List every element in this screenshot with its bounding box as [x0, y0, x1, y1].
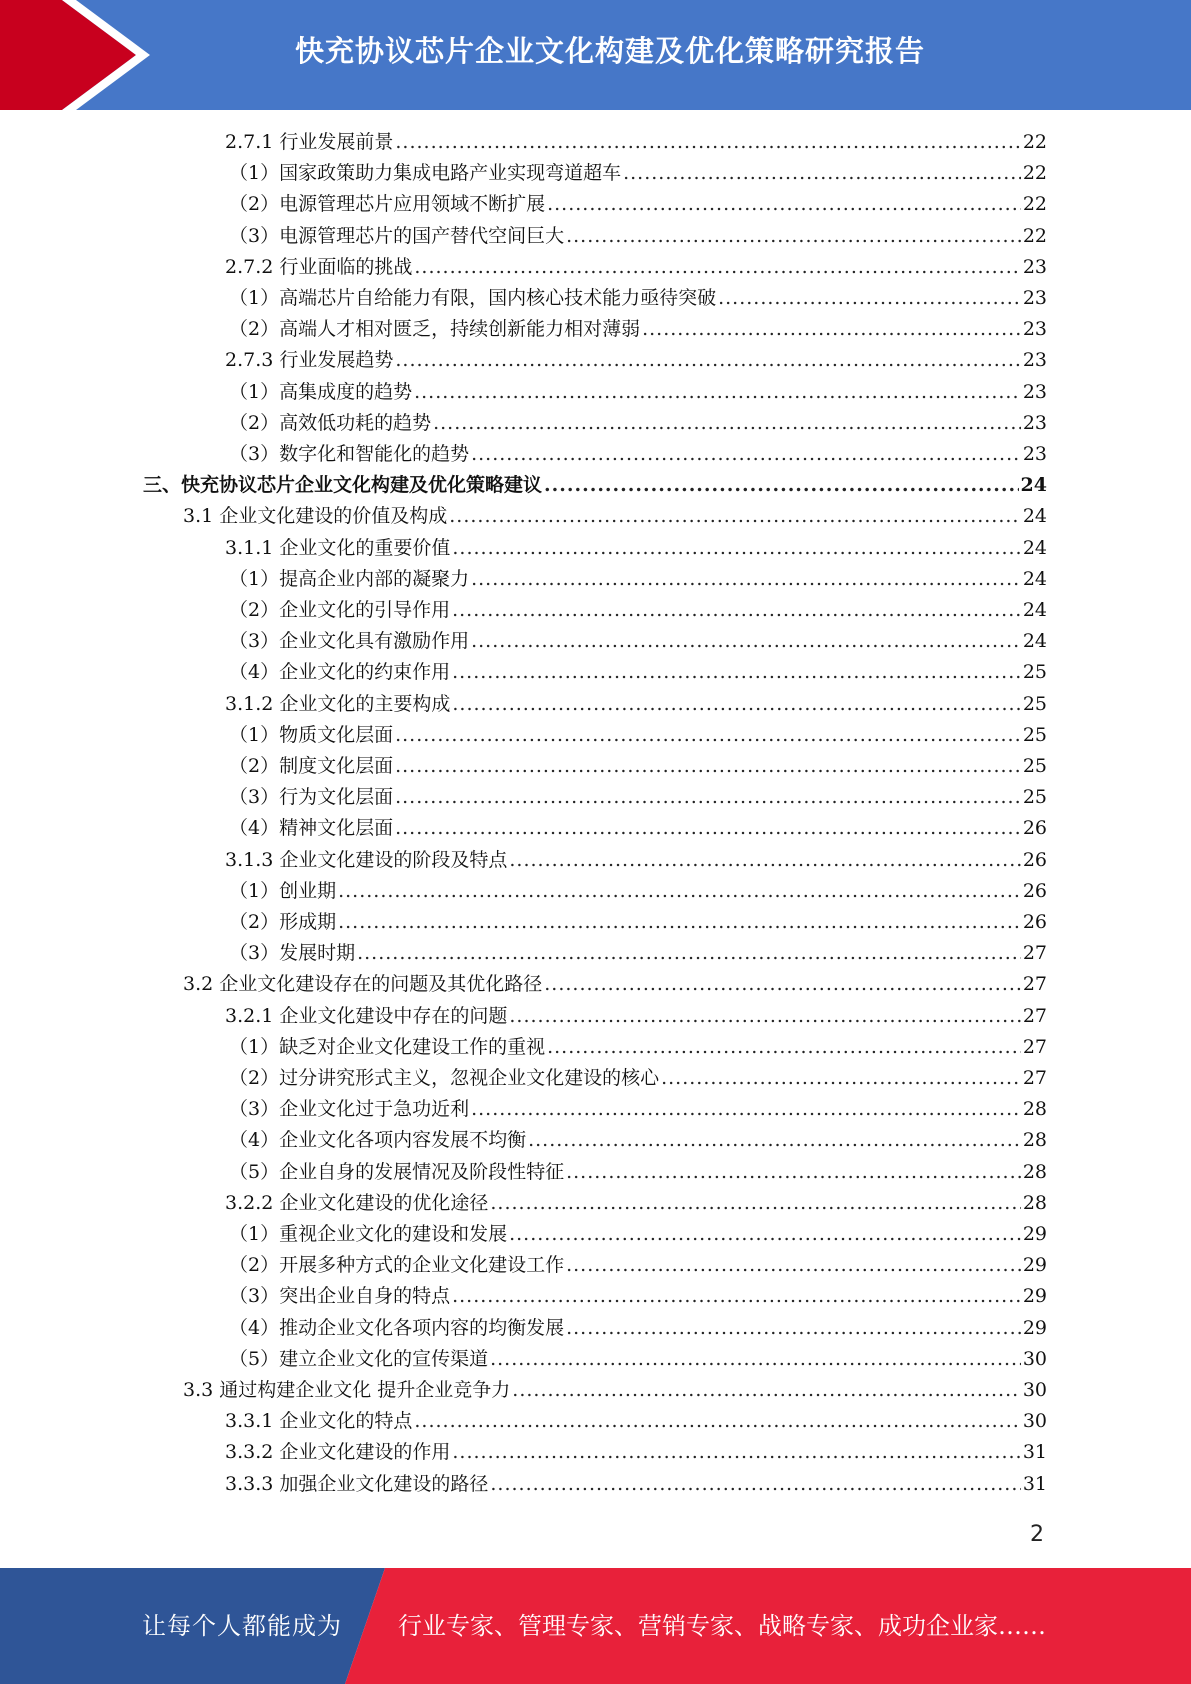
- toc-entry-page: 30: [1022, 1379, 1047, 1401]
- toc-entry-label: （3）电源管理芯片的国产替代空间巨大: [229, 224, 565, 247]
- toc-entry-page: 27: [1022, 1004, 1047, 1027]
- toc-entry[interactable]: [225, 127, 1047, 158]
- toc-dot-leader: [509, 1001, 1020, 1032]
- toc-entry[interactable]: [229, 564, 1047, 595]
- toc-entry-page: 27: [1022, 1035, 1047, 1058]
- toc-entry-page: 23: [1022, 411, 1047, 434]
- toc-entry-page: 24: [1022, 630, 1047, 653]
- toc-entry-label: （5）建立企业文化的宣传渠道: [229, 1347, 489, 1370]
- toc-entry[interactable]: [229, 751, 1047, 782]
- toc-entry-label: （4）企业文化的约束作用: [229, 661, 451, 684]
- toc-entry-label: （3）企业文化具有激励作用: [229, 630, 470, 653]
- toc-entry-label: （2）电源管理芯片应用领域不断扩展: [229, 193, 546, 216]
- toc-entry-label: 2.7.1 行业发展前景: [225, 131, 394, 153]
- toc-dot-leader: [471, 439, 1021, 470]
- toc-dot-leader: [395, 751, 1021, 782]
- toc-entry-page: 25: [1022, 723, 1047, 746]
- toc-dot-leader: [395, 813, 1021, 844]
- toc-entry-page: 22: [1022, 193, 1047, 216]
- toc-dot-leader: [452, 533, 1020, 564]
- toc-dot-leader: [338, 876, 1021, 907]
- toc-dot-leader: [509, 845, 1020, 876]
- toc-entry-label: （5）企业自身的发展情况及阶段性特征: [229, 1160, 565, 1183]
- toc-entry[interactable]: [183, 1375, 1047, 1406]
- toc-entry-page: 27: [1022, 942, 1047, 965]
- toc-dot-leader: [452, 657, 1021, 688]
- page-header: [0, 0, 1191, 110]
- toc-dot-leader: [509, 1219, 1021, 1250]
- toc-entry[interactable]: [225, 689, 1047, 720]
- toc-entry-label: （4）精神文化层面: [229, 817, 394, 840]
- toc-entry-page: 25: [1022, 692, 1047, 715]
- toc-dot-leader: [623, 158, 1021, 189]
- toc-entry[interactable]: [229, 938, 1047, 969]
- toc-entry[interactable]: [225, 1437, 1047, 1468]
- toc-entry-label: 3.3 通过构建企业文化 提升企业竞争力: [183, 1379, 511, 1401]
- toc-entry-page: 23: [1022, 380, 1047, 403]
- toc-entry-page: 24: [1020, 474, 1047, 497]
- report-title: 快充协议芯片企业文化构建及优化策略研究报告: [294, 34, 925, 68]
- toc-entry-page: 22: [1022, 162, 1047, 185]
- toc-entry-label: （3）发展时期: [229, 942, 356, 965]
- toc-entry-page: 23: [1022, 349, 1047, 372]
- toc-entry-label: 3.3.2 企业文化建设的作用: [225, 1441, 451, 1464]
- toc-dot-leader: [414, 252, 1020, 283]
- toc-entry-page: 29: [1022, 1285, 1047, 1308]
- toc-entry-label: （2）制度文化层面: [229, 755, 394, 777]
- page-number: 2: [1030, 1522, 1044, 1547]
- toc-dot-leader: [490, 1469, 1020, 1500]
- toc-entry-page: 23: [1022, 443, 1047, 465]
- toc-entry-page: 30: [1022, 1347, 1047, 1370]
- toc-entry-label: （3）行为文化层面: [229, 786, 394, 809]
- toc-entry-page: 22: [1022, 224, 1047, 247]
- toc-entry-page: 31: [1022, 1441, 1047, 1464]
- toc-entry-page: 28: [1022, 1160, 1047, 1183]
- toc-entry-page: 26: [1022, 848, 1047, 871]
- toc-entry-label: 2.7.2 行业面临的挑战: [225, 255, 413, 278]
- toc-dot-leader: [452, 689, 1020, 720]
- toc-dot-leader: [547, 189, 1021, 220]
- toc-entry-page: 26: [1022, 817, 1047, 840]
- toc-dot-leader: [544, 969, 1021, 1000]
- toc-entry[interactable]: [225, 1001, 1047, 1032]
- toc-entry[interactable]: [229, 1094, 1047, 1125]
- toc-entry-label: （1）国家政策助力集成电路产业实现弯道超车: [229, 162, 622, 185]
- toc-entry-label: （3）企业文化过于急功近利: [229, 1098, 470, 1121]
- toc-entry-page: 28: [1022, 1129, 1047, 1152]
- toc-dot-leader: [452, 1437, 1020, 1468]
- toc-entry-page: 31: [1022, 1472, 1047, 1495]
- toc-dot-leader: [471, 1094, 1021, 1125]
- toc-dot-leader: [566, 221, 1021, 252]
- toc-entry[interactable]: [229, 283, 1047, 314]
- toc-entry-page: 27: [1022, 1067, 1047, 1089]
- toc-entry-label: 3.2.1 企业文化建设中存在的问题: [225, 1004, 508, 1027]
- toc-entry-label: （3）数字化和智能化的趋势: [229, 443, 470, 465]
- toc-dot-leader: [471, 626, 1021, 657]
- toc-entry[interactable]: [229, 1063, 1047, 1094]
- toc-dot-leader: [471, 564, 1021, 595]
- toc-entry[interactable]: [229, 408, 1047, 439]
- toc-entry-page: 23: [1022, 318, 1047, 341]
- toc-dot-leader: [414, 377, 1021, 408]
- toc-entry-label: （1）提高企业内部的凝聚力: [229, 567, 470, 590]
- toc-entry-page: 29: [1022, 1223, 1047, 1245]
- toc-entry-label: （2）高端人才相对匮乏，持续创新能力相对薄弱: [229, 318, 641, 341]
- toc-entry[interactable]: [229, 720, 1047, 751]
- toc-entry[interactable]: [225, 845, 1047, 876]
- toc-entry-label: （2）企业文化的引导作用: [229, 599, 451, 621]
- toc-entry[interactable]: [143, 470, 1047, 501]
- toc-entry[interactable]: [229, 1219, 1047, 1250]
- toc-entry-label: （2）高效低功耗的趋势: [229, 411, 432, 434]
- toc-entry-page: 24: [1022, 505, 1047, 528]
- toc-entry[interactable]: [229, 1125, 1047, 1156]
- toc-dot-leader: [528, 1125, 1021, 1156]
- toc-entry[interactable]: [229, 439, 1047, 470]
- toc-dot-leader: [449, 501, 1021, 532]
- toc-entry[interactable]: [225, 1406, 1047, 1437]
- toc-entry-label: （4）企业文化各项内容发展不均衡: [229, 1129, 527, 1152]
- toc-entry-label: （1）高端芯片自给能力有限，国内核心技术能力亟待突破: [229, 287, 717, 309]
- toc-dot-leader: [433, 408, 1021, 439]
- toc-entry[interactable]: [229, 377, 1047, 408]
- toc-entry-page: 26: [1022, 911, 1047, 933]
- toc-entry-page: 23: [1022, 287, 1047, 309]
- toc-entry[interactable]: [229, 782, 1047, 813]
- toc-entry-label: 2.7.3 行业发展趋势: [225, 349, 394, 372]
- toc-dot-leader: [414, 1406, 1020, 1437]
- toc-dot-leader: [338, 907, 1021, 938]
- toc-entry-label: 3.2.2 企业文化建设的优化途径: [225, 1191, 489, 1214]
- toc-entry[interactable]: [229, 1250, 1047, 1281]
- footer-slogan-left: 让每个人都能成为: [142, 1612, 342, 1640]
- toc-entry-label: （2）形成期: [229, 911, 337, 933]
- toc-entry-page: 25: [1022, 661, 1047, 684]
- toc-entry-page: 26: [1022, 879, 1047, 902]
- toc-entry[interactable]: [183, 501, 1047, 532]
- toc-entry[interactable]: [229, 657, 1047, 688]
- toc-entry-page: 29: [1022, 1254, 1047, 1277]
- toc-dot-leader: [490, 1188, 1020, 1219]
- toc-entry-page: 24: [1022, 536, 1047, 559]
- toc-entry-label: 3.3.3 加强企业文化建设的路径: [225, 1472, 489, 1495]
- toc-entry-label: （1）缺乏对企业文化建设工作的重视: [229, 1035, 546, 1058]
- toc-entry-page: 29: [1022, 1316, 1047, 1339]
- toc-entry-page: 24: [1022, 599, 1047, 621]
- toc-entry-page: 24: [1022, 567, 1047, 590]
- toc-entry-label: 3.1 企业文化建设的价值及构成: [183, 505, 448, 528]
- toc-dot-leader: [395, 345, 1020, 376]
- toc-entry[interactable]: [229, 813, 1047, 844]
- toc-entry[interactable]: [229, 1281, 1047, 1312]
- toc-entry[interactable]: [229, 1157, 1047, 1188]
- toc-entry[interactable]: [229, 1313, 1047, 1344]
- toc-entry-label: （1）重视企业文化的建设和发展: [229, 1223, 508, 1245]
- toc-dot-leader: [452, 1281, 1021, 1312]
- toc-dot-leader: [490, 1344, 1021, 1375]
- toc-entry[interactable]: [183, 969, 1047, 1000]
- toc-dot-leader: [642, 314, 1021, 345]
- toc-entry[interactable]: [229, 189, 1047, 220]
- toc-dot-leader: [566, 1250, 1021, 1281]
- toc-entry[interactable]: [229, 876, 1047, 907]
- toc-dot-leader: [566, 1157, 1021, 1188]
- toc-entry-page: 22: [1022, 131, 1047, 153]
- toc-entry[interactable]: [229, 626, 1047, 657]
- toc-entry-page: 27: [1022, 973, 1047, 996]
- red-arrow-graphic: [0, 0, 160, 110]
- toc-entry-label: （3）突出企业自身的特点: [229, 1285, 451, 1308]
- toc-dot-leader: [547, 1032, 1021, 1063]
- toc-entry[interactable]: [229, 1344, 1047, 1375]
- toc-dot-leader: [718, 283, 1021, 314]
- toc-entry[interactable]: [225, 252, 1047, 283]
- toc-entry-page: 25: [1022, 786, 1047, 809]
- toc-entry[interactable]: [229, 221, 1047, 252]
- toc-entry-label: （2）过分讲究形式主义，忽视企业文化建设的核心: [229, 1067, 660, 1089]
- toc-dot-leader: [395, 782, 1021, 813]
- toc-dot-leader: [395, 127, 1020, 158]
- toc-entry-page: 25: [1022, 755, 1047, 777]
- toc-entry-label: 3.3.1 企业文化的特点: [225, 1410, 413, 1433]
- toc-dot-leader: [544, 470, 1019, 501]
- toc-entry-page: 28: [1022, 1191, 1047, 1214]
- toc-dot-leader: [566, 1313, 1021, 1344]
- toc-entry-label: （1）高集成度的趋势: [229, 380, 413, 403]
- footer-slogan-right: 行业专家、管理专家、营销专家、战略专家、成功企业家……: [398, 1612, 1046, 1640]
- toc-dot-leader: [395, 720, 1021, 751]
- page-footer: [0, 1568, 1191, 1684]
- toc-dot-leader: [661, 1063, 1021, 1094]
- toc-entry-label: 3.2 企业文化建设存在的问题及其优化路径: [183, 973, 543, 996]
- toc-entry[interactable]: [229, 1032, 1047, 1063]
- toc-entry[interactable]: [229, 158, 1047, 189]
- toc-entry-label: 3.1.2 企业文化的主要构成: [225, 692, 451, 715]
- toc-entry[interactable]: [229, 907, 1047, 938]
- toc-entry[interactable]: [225, 1188, 1047, 1219]
- toc-entry[interactable]: [225, 1469, 1047, 1500]
- toc-entry-label: 3.1.1 企业文化的重要价值: [225, 536, 451, 559]
- toc-entry[interactable]: [225, 345, 1047, 376]
- toc-entry-label: （4）推动企业文化各项内容的均衡发展: [229, 1316, 565, 1339]
- toc-entry-label: 3.1.3 企业文化建设的阶段及特点: [225, 848, 508, 871]
- toc-entry[interactable]: [225, 533, 1047, 564]
- toc-entry[interactable]: [229, 314, 1047, 345]
- toc-entry-page: 28: [1022, 1098, 1047, 1121]
- toc-entry-label: （1）物质文化层面: [229, 723, 394, 746]
- toc-entry[interactable]: [229, 595, 1047, 626]
- toc-entry-page: 30: [1022, 1410, 1047, 1433]
- toc-dot-leader: [452, 595, 1021, 626]
- toc-entry-page: 23: [1022, 255, 1047, 278]
- toc-entry-label: 三、快充协议芯片企业文化构建及优化策略建议: [143, 474, 543, 497]
- toc-entry-label: （1）创业期: [229, 879, 337, 902]
- toc-entry-label: （2）开展多种方式的企业文化建设工作: [229, 1254, 565, 1277]
- toc-dot-leader: [357, 938, 1021, 969]
- toc-dot-leader: [512, 1375, 1021, 1406]
